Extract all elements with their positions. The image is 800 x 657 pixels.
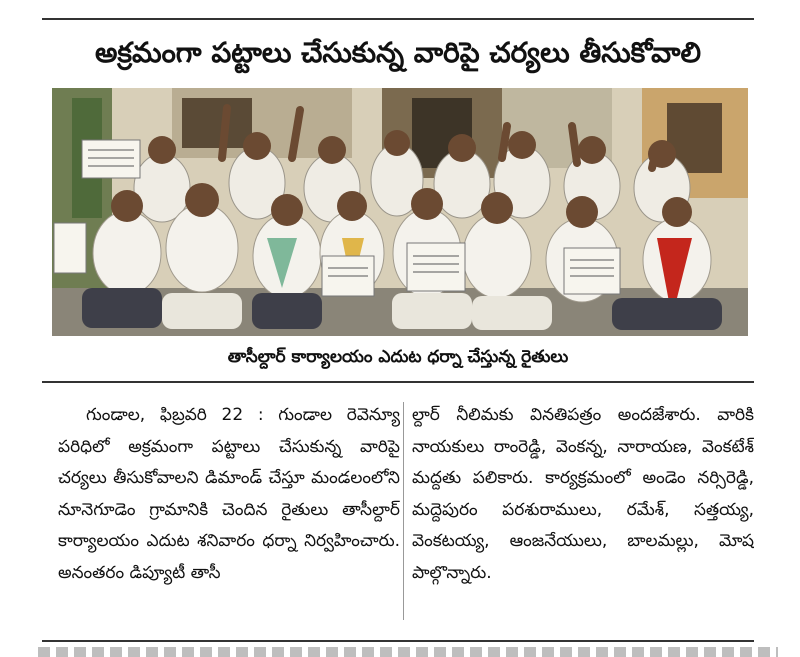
- clipped-next-article-text: [38, 647, 778, 657]
- farmers-protest-photo: [52, 88, 748, 336]
- news-photo: [52, 88, 748, 336]
- article-headline: అక్రమంగా పట్టాలు చేసుకున్న వారిపై చర్యలు తీసుకోవాలి: [94, 36, 702, 69]
- article-column-left: గుండాల, ఫిబ్రవరి 22 : గుండాల రెవెన్యూ పరిధిలో అక్రమంగా పట్టాలు చేసుకున్న వారిపై చర్యలు తీసుకోవాలని డిమాండ్ చేస్తూ మండలంలోని నూనెగూడెం గ్రామానికి చెందిన రైతులు తాసీల్దార్ కార్యాలయం ఎదుట శనివారం ధర్నా నిర్వహించారు. అనంతరం డిప్యూటీ తాసీ: [58, 405, 400, 583]
- placard: [564, 248, 620, 294]
- top-rule: [42, 18, 754, 20]
- column-divider: [403, 402, 404, 620]
- clipped-previous-article-text: [38, 0, 778, 8]
- bottom-rule: [42, 640, 754, 642]
- photo-caption: తాసీల్దార్ కార్యాలయం ఎదుట ధర్నా చేస్తున్న రైతులు: [227, 347, 569, 367]
- caption-rule: [42, 381, 754, 383]
- placard: [54, 223, 86, 273]
- placard: [82, 140, 140, 178]
- placard: [407, 243, 465, 291]
- article-column-right: ల్దార్ నీలిమకు వినతిపత్రం అందజేశారు. వారికి నాయకులు రాంరెడ్డి, వెంకన్న, నారాయణ, వెంకటేశ్ మద్దతు పలికారు. కార్యక్రమంలో అండెం నర్సిరెడ్డి, మద్దెపురం పరశురాములు, రమేశ్, సత్తయ్య, వెంకటయ్య, ఆంజనేయులు, బాలమల్లు, మోష పాల్గొన్నారు.: [412, 405, 754, 583]
